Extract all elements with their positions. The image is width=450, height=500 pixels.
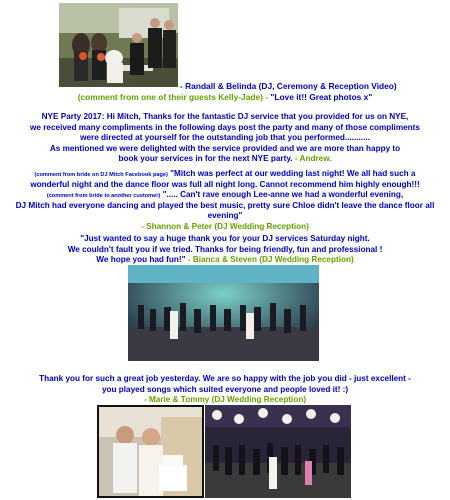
testimonial-3: (comment from bride on DJ Mitch Facebook page) "Mitch was perfect at our wedding last night! We all had such a wonderful night and the dance floor was full all night long. Cannot recommend him highly enough!!! (comment from bride to another customer) "..... Can't rave enough Lee-anne we had a wonderful evening, DJ Mitch had everyone dancing and played the best music, pretty sure Chloe didn't leave the dance floor all evening" - Shannon & Peter (DJ Wedding Reception)	[0, 169, 450, 233]
testimonial-2: NYE Party 2017: Hi Mitch, Thanks for the fantastic DJ service that you provided for us on NYE, we received many compliments in the following days post the party and many of those compliments were directed at yourself for the outstanding job that you performed........... As mentioned we were delighted with the service provided and we are more than happy to book your services in for the next NYE party. - Andrew.	[30, 112, 420, 164]
testimonial-4: "Just wanted to say a huge thank you for your DJ services Saturday night. We couldn't fault you if we tried. Thanks for being friendly, fun and professional ! We hope you had fun!" - Bianca & Steven (DJ Wedding Reception)	[67, 234, 383, 265]
testimonial-4-attribution: - Bianca & Steven (DJ Wedding Reception)	[187, 255, 354, 265]
testimonial-1-attribution: - Randall & Belinda (DJ, Ceremony & Reception Video)	[180, 81, 397, 91]
testimonial-5: Thank you for such a great job yesterday. We are so happy with the job you did - just excellent - you played songs which suited everyone and people loved it! :) - Marie & Tommy (DJ Wedding Reception)	[0, 374, 450, 406]
ceremony-photo	[59, 3, 178, 87]
nye-label: NYE Party 2017	[41, 112, 102, 121]
dance-floor-photo	[128, 265, 319, 361]
guest-quote: "Love it!! Great photos x"	[270, 92, 373, 102]
testimonial-1-guest-comment	[0, 92, 450, 103]
testimonial-2-attribution: - Andrew.	[294, 154, 332, 164]
ballroom-dancing-photo	[205, 405, 351, 498]
cake-cutting-photo	[97, 405, 204, 498]
guest-note: (comment from one of their guests Kelly-Jade) -	[77, 92, 269, 102]
facebook-note: (comment from bride on DJ Mitch Facebook page)	[34, 172, 168, 178]
customer-note: (comment from bride to another customer)	[46, 193, 161, 200]
testimonial-3-attribution: - Shannon & Peter (DJ Wedding Reception)	[141, 221, 309, 231]
testimonial-5-attribution: - Marie & Tommy (DJ Wedding Reception)	[143, 395, 307, 405]
